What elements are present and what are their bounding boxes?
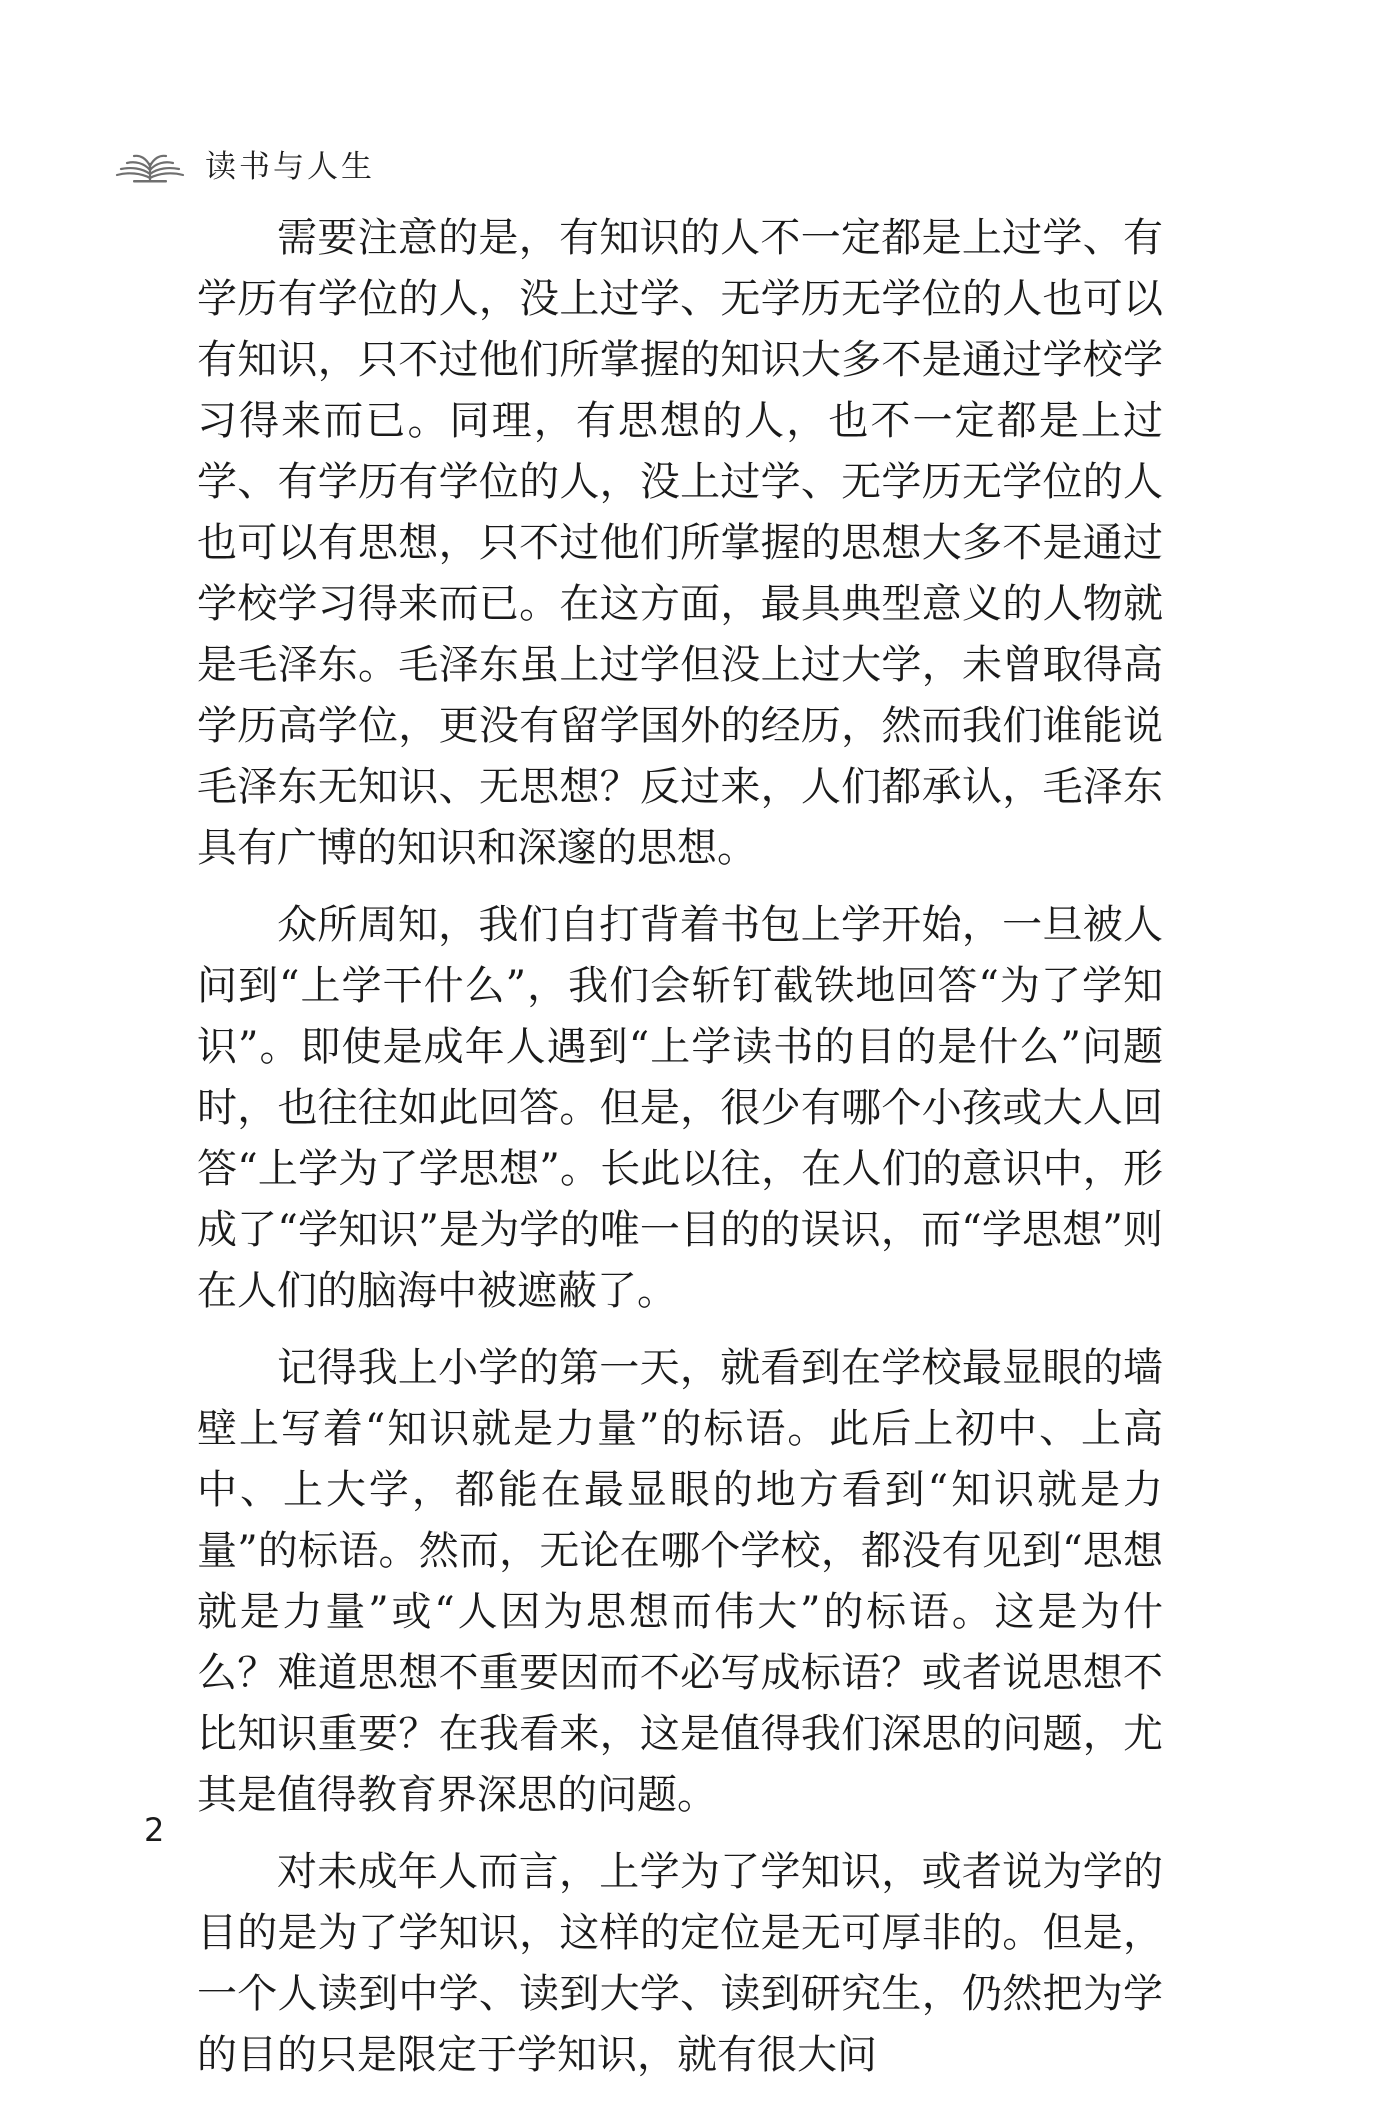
paragraph: 众所周知，我们自打背着书包上学开始，一旦被人问到“上学干什么”，我们会斩钉截铁地回答“为了学知识”。即使是成年人遇到“上学读书的目的是什么”问题时，也往往如此回答。但是，很少有哪个小孩或大人回答“上学为了学思想”。长此以往，在人们的意识中，形成了“学知识”是为学的唯一目的的误识，而“学思想”则在人们的脑海中被遮蔽了。 [197, 902, 1163, 1314]
page-body [197, 208, 1163, 2102]
paragraph: 对未成年人而言，上学为了学知识，或者说为学的目的是为了学知识，这样的定位是无可厚非的。但是，一个人读到中学、读到大学、读到研究生，仍然把为学的目的只是限定于学知识，就有很大问 [197, 1849, 1163, 2078]
running-header [113, 138, 375, 188]
open-book-icon [113, 142, 187, 184]
page-number: 2 [144, 1811, 165, 1849]
book-title: 读书与人生 [205, 148, 375, 185]
paragraph: 需要注意的是，有知识的人不一定都是上过学、有学历有学位的人，没上过学、无学历无学位的人也可以有知识，只不过他们所掌握的知识大多不是通过学校学习得来而已。同理，有思想的人，也不一定都是上过学、有学历有学位的人，没上过学、无学历无学位的人也可以有思想，只不过他们所掌握的思想大多不是通过学校学习得来而已。在这方面，最具典型意义的人物就是毛泽东。毛泽东虽上过学但没上过大学，未曾取得高学历高学位，更没有留学国外的经历，然而我们谁能说毛泽东无知识、无思想？反过来，人们都承认，毛泽东具有广博的知识和深邃的思想。 [197, 215, 1163, 871]
paragraph: 记得我上小学的第一天，就看到在学校最显眼的墙壁上写着“知识就是力量”的标语。此后上初中、上高中、上大学，都能在最显眼的地方看到“知识就是力量”的标语。然而，无论在哪个学校，都没有见到“思想就是力量”或“人因为思想而伟大”的标语。这是为什么？难道思想不重要因而不必写成标语？或者说思想不比知识重要？在我看来，这是值得我们深思的问题，尤其是值得教育界深思的问题。 [197, 1345, 1163, 1818]
